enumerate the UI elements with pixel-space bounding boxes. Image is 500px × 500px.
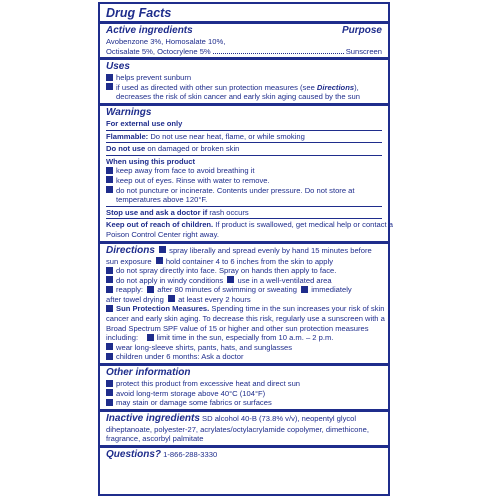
other-text: protect this product from excessive heat and direct sun (116, 379, 301, 389)
bullet-icon (106, 267, 113, 274)
divider (100, 57, 388, 60)
warning-text: do not puncture or incinerate. Contents under pressure. Do not store at (116, 185, 355, 195)
keep-out-cont: Poison Control Center right away. (106, 229, 219, 239)
directions-text: immediately (311, 285, 352, 295)
bullet-icon (156, 257, 163, 264)
directions-text: do not spray directly into face. Spray on hands then apply to face. (116, 266, 337, 276)
sun-protection-label: Sun Protection Measures. (116, 304, 210, 314)
divider (100, 21, 388, 24)
directions-text: wear long-sleeve shirts, pants, hats, and sunglasses (116, 342, 293, 352)
directions-text: after towel drying (106, 294, 164, 304)
directions-line (106, 276, 382, 286)
bullet-icon (227, 276, 234, 283)
keep-out-text: If product is swallowed, get medical help or contact a (213, 220, 393, 230)
other-text: may stain or damage some fabrics or surfaces (116, 398, 272, 408)
bullet-icon (106, 167, 113, 174)
uses-item-link: Directions (316, 82, 355, 92)
directions-text: use in a well-ventilated area (237, 275, 332, 285)
directions-text: limit time in the sun, especially from 10 a.m. – 2 p.m. (156, 333, 334, 343)
other-item (106, 379, 382, 389)
bullet-icon (106, 380, 113, 387)
bullet-icon (301, 286, 308, 293)
divider (106, 155, 382, 156)
directions-line (106, 245, 382, 257)
when-using: When using this product (106, 156, 196, 166)
warnings-heading: Warnings (106, 106, 152, 118)
stop-use (106, 208, 382, 218)
questions-phone: 1-866-288-3330 (161, 450, 218, 459)
directions-line (106, 343, 382, 353)
active-heading: Active ingredients (106, 25, 193, 36)
directions-text: hold container 4 to 6 inches from the skin to apply (165, 256, 333, 266)
directions-line (106, 352, 382, 362)
directions-line (106, 295, 382, 305)
active-header-row (106, 25, 382, 37)
purpose-text: Sunscreen (345, 46, 382, 56)
divider (106, 206, 382, 207)
uses-item-cont: decreases the risk of skin cancer and early skin aging caused by the sun (116, 92, 360, 102)
inactive-line: fragrance, ascorbyl palmitate (106, 434, 204, 444)
drug-facts-panel (98, 2, 393, 496)
do-not-use (106, 144, 382, 154)
inactive-heading: Inactive ingredients (106, 412, 200, 424)
inactive-line (106, 413, 382, 425)
divider (106, 142, 382, 143)
bullet-icon (106, 305, 113, 312)
active-line-1: Avobenzone 3%, Homosalate 10%, (106, 37, 226, 46)
stop-use-label: Stop use and ask a doctor if (106, 207, 208, 217)
directions-line (106, 257, 382, 267)
directions-text: children under 6 months: Ask a doctor (116, 352, 244, 362)
uses-item-text: ), (354, 82, 359, 92)
directions-line (106, 266, 382, 276)
directions-text: do not apply in windy conditions (116, 275, 224, 285)
warning-text: keep out of eyes. Rinse with water to remove. (116, 175, 270, 185)
other-item (106, 398, 382, 408)
directions-text: after 80 minutes of swimming or sweating (157, 285, 297, 295)
bullet-icon (147, 334, 154, 341)
uses-item-text: helps prevent sunburn (116, 73, 192, 83)
inactive-line: diheptanoate, polyester-27, acrylates/octylacrylamide copolymer, dimethicone, (106, 424, 369, 434)
directions-text: reapply: (116, 285, 144, 295)
bullet-icon (147, 286, 154, 293)
other-item (106, 389, 382, 399)
keep-out-label: Keep out of reach of children. (106, 220, 214, 230)
directions-line: Broad Spectrum SPF value of 15 or higher and other sun protection measures (106, 323, 369, 333)
uses-item-text: if used as directed with other sun protection measures (see (116, 82, 317, 92)
bullet-icon (106, 399, 113, 406)
divider (100, 409, 388, 412)
stop-use-text: rash occurs (207, 207, 249, 217)
flammable-label: Flammable: (106, 131, 149, 141)
directions-line (106, 304, 385, 314)
inactive-text: SD alcohol 40-B (73.8% v/v), neopentyl glycol (199, 413, 357, 423)
questions-heading: Questions? (106, 449, 162, 460)
keep-out (106, 220, 393, 230)
divider (100, 445, 388, 448)
warning-text: keep away from face to avoid breathing it (116, 166, 255, 176)
bullet-icon (168, 295, 175, 302)
do-not-use-text: on damaged or broken skin (145, 144, 240, 154)
divider (106, 130, 382, 131)
bullet-icon (106, 353, 113, 360)
divider (100, 241, 388, 244)
uses-heading: Uses (106, 61, 130, 73)
warning-item-cont: temperatures above 120°F. (116, 195, 208, 205)
bullet-icon (106, 186, 113, 193)
panel-title: Drug Facts (106, 6, 172, 20)
uses-item (106, 83, 382, 93)
directions-text: including: (106, 333, 139, 343)
questions-line (106, 449, 382, 461)
directions-text: at least every 2 hours (178, 294, 251, 304)
other-text: avoid long-term storage above 40°C (104°F) (116, 388, 266, 398)
directions-line (106, 285, 382, 295)
divider (100, 103, 388, 106)
directions-text: sun exposure (106, 256, 152, 266)
do-not-use-label: Do not use (106, 144, 146, 154)
bullet-icon (106, 74, 113, 81)
bullet-icon (106, 286, 113, 293)
flammable-text: Do not use near heat, flame, or while smoking (148, 131, 305, 141)
divider (106, 218, 382, 219)
divider (100, 363, 388, 366)
bullet-icon (106, 83, 113, 90)
active-line-2-row (106, 47, 382, 57)
warning-item (106, 186, 382, 196)
bullet-icon (106, 276, 113, 283)
bullet-icon (106, 176, 113, 183)
directions-text: spray liberally and spread evenly by hand 15 minutes before (169, 245, 372, 255)
uses-item (106, 73, 382, 83)
flammable (106, 132, 382, 142)
bullet-icon (106, 389, 113, 396)
directions-heading: Directions (106, 244, 155, 256)
directions-line: cancer and early skin aging. To decrease this risk, regularly use a sunscreen with a (106, 314, 385, 324)
bullet-icon (106, 343, 113, 350)
other-info-heading: Other information (106, 367, 191, 379)
active-line-2: Octisalate 5%, Octocrylene 5% (106, 46, 211, 56)
leader-dots (213, 53, 344, 54)
purpose-heading: Purpose (341, 25, 382, 36)
directions-text: Spending time in the sun increases your risk of skin (209, 304, 385, 314)
directions-line (106, 333, 382, 343)
warning-item (106, 166, 382, 176)
warning-item (106, 176, 382, 186)
bullet-icon (159, 246, 166, 253)
external-use: For external use only (106, 118, 183, 128)
